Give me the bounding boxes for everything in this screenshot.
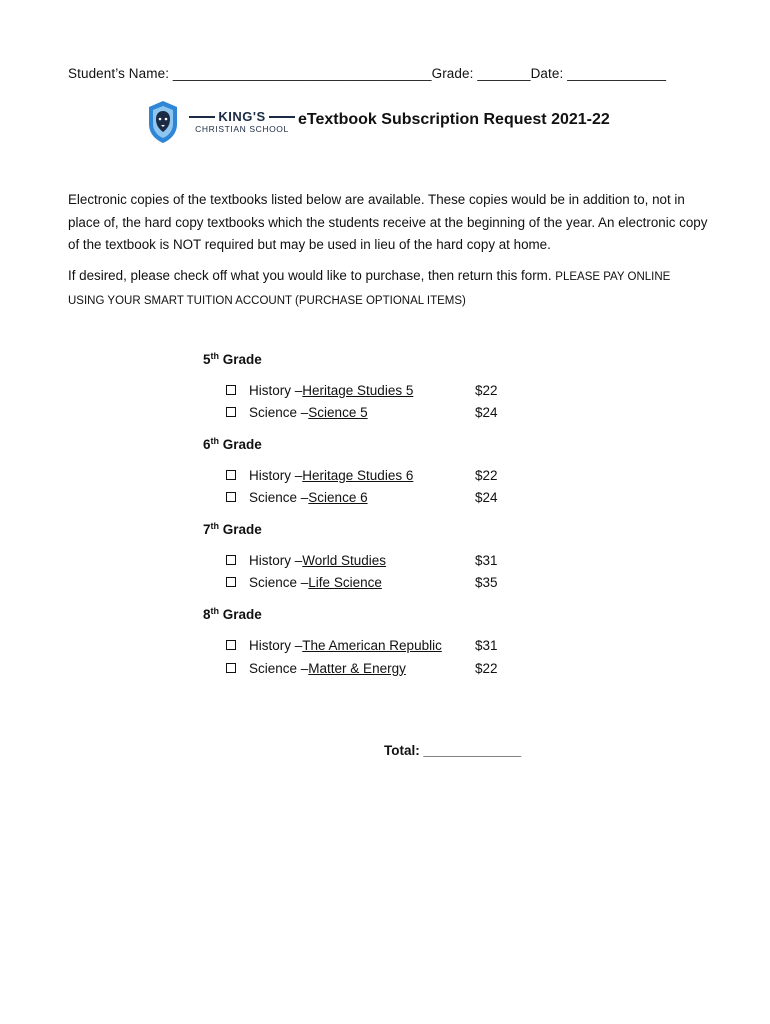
- price: $22: [475, 660, 498, 676]
- student-name-field[interactable]: Student’s Name: __________________________________: [68, 66, 432, 81]
- grade-7-history-option[interactable]: History – World Studies $31: [226, 550, 526, 570]
- instructions-paragraph: [68, 265, 708, 312]
- logo-text-top: KING'S: [186, 110, 298, 123]
- checkbox[interactable]: [226, 640, 236, 650]
- price: $31: [475, 552, 498, 568]
- checkbox[interactable]: [226, 555, 236, 565]
- book-title: World Studies: [302, 552, 387, 568]
- book-title: Science 5: [308, 404, 368, 420]
- checkbox[interactable]: [226, 470, 236, 480]
- price: $24: [475, 404, 498, 420]
- school-logo: [146, 100, 298, 144]
- price: $22: [475, 382, 498, 398]
- logo-wordmark: [186, 110, 298, 134]
- book-title: Heritage Studies 6: [302, 467, 414, 483]
- book-title: Life Science: [308, 574, 382, 590]
- grade-8-history-option[interactable]: History – The American Republic $31: [226, 635, 526, 655]
- checkbox[interactable]: [226, 492, 236, 502]
- book-title: Heritage Studies 5: [302, 382, 414, 398]
- price: $35: [475, 574, 498, 590]
- checkbox[interactable]: [226, 577, 236, 587]
- grade-7-heading: 7th Grade: [203, 521, 262, 537]
- price: $24: [475, 489, 498, 505]
- intro-paragraph: Electronic copies of the textbooks listed below are available. These copies would be in addition to, not in place of, the hard copy textbooks which the students receive at the beginning of the year. An electronic copy of the textbook is NOT required but may be used in lieu of the hard copy at home.: [68, 192, 708, 252]
- grade-8-science-option[interactable]: Science – Matter & Energy $22: [226, 658, 526, 678]
- book-title: Science 6: [308, 489, 368, 505]
- grade-6-history-option[interactable]: History – Heritage Studies 6 $22: [226, 465, 526, 485]
- grade-8-heading: 8th Grade: [203, 606, 262, 622]
- page-title: eTextbook Subscription Request 2021-22: [298, 111, 610, 128]
- price: $31: [475, 637, 498, 653]
- payment-instructions: PLEASE PAY ONLINE USING YOUR SMART TUITION ACCOUNT (PURCHASE OPTIONAL ITEMS): [68, 271, 671, 307]
- date-field[interactable]: Date: _____________: [530, 66, 667, 81]
- grade-5-science-option[interactable]: Science – Science 5 $24: [226, 402, 526, 422]
- book-title: The American Republic: [302, 637, 442, 653]
- price: $22: [475, 467, 498, 483]
- student-info-line: [68, 66, 666, 81]
- grade-7-science-option[interactable]: Science – Life Science $35: [226, 572, 526, 592]
- grade-field[interactable]: Grade: _______: [431, 66, 531, 81]
- instructions-lead: If desired, please check off what you would like to purchase, then return this form.: [68, 268, 556, 283]
- checkbox[interactable]: [226, 407, 236, 417]
- grade-5-history-option[interactable]: History – Heritage Studies 5 $22: [226, 380, 526, 400]
- checkbox[interactable]: [226, 385, 236, 395]
- grade-6-science-option[interactable]: Science – Science 6 $24: [226, 487, 526, 507]
- grade-6-heading: 6th Grade: [203, 436, 262, 452]
- checkbox[interactable]: [226, 663, 236, 673]
- logo-text-bottom: CHRISTIAN SCHOOL: [195, 124, 289, 135]
- grade-5-heading: 5th Grade: [203, 351, 262, 367]
- book-title: Matter & Energy: [308, 660, 406, 676]
- total-field[interactable]: Total: _____________: [384, 743, 522, 758]
- lion-shield-icon: [146, 100, 180, 144]
